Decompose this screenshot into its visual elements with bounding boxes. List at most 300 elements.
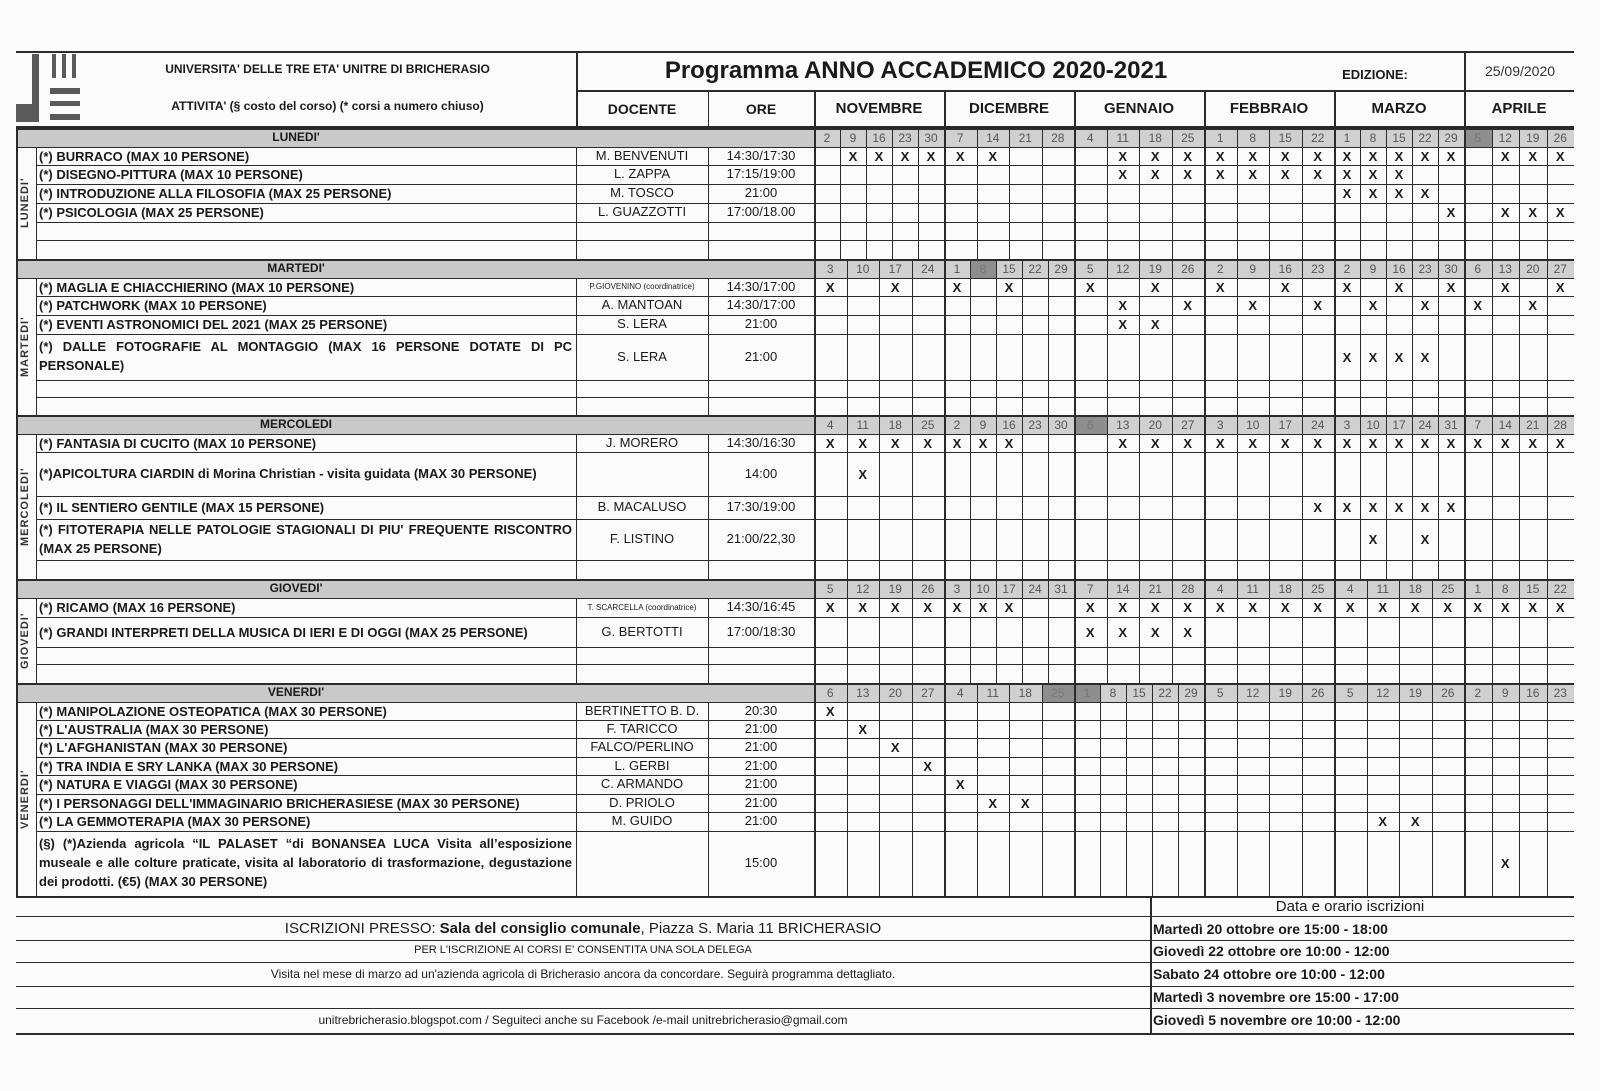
iscrizioni-place: Sala del consiglio comunale <box>439 919 641 937</box>
session-mark: X <box>1342 279 1352 295</box>
date-number: 18 <box>1139 128 1172 147</box>
grid-line-v <box>912 683 913 896</box>
grid-line-v <box>16 128 18 259</box>
grid-line-h <box>16 962 1574 963</box>
docente-name: M. BENVENUTI <box>595 147 689 163</box>
session-mark: X <box>1420 532 1430 547</box>
date-number: 10 <box>1360 415 1386 434</box>
ore-time: 17:00/18:30 <box>726 623 796 639</box>
date-number: 26 <box>1432 683 1465 702</box>
date-number: 16 <box>866 128 892 147</box>
session-mark: X <box>1446 148 1456 164</box>
session-mark: X <box>1394 500 1404 515</box>
session-mark: X <box>1368 148 1378 164</box>
session-mark: X <box>1280 279 1290 295</box>
session-mark: X <box>1368 186 1378 201</box>
date-number: 15 <box>1269 128 1302 147</box>
grid-line-v <box>576 51 578 126</box>
session-mark: X <box>1118 624 1128 640</box>
date-number: 6 <box>1074 415 1107 434</box>
grid-line-v <box>576 702 577 896</box>
grid-line-v <box>1269 579 1270 683</box>
grid-line-v <box>1178 683 1179 896</box>
grid-line-v <box>1048 415 1049 579</box>
grid-line-h <box>16 579 1574 581</box>
ore-time: 15:00 <box>744 855 778 871</box>
date-number: 2 <box>1334 259 1360 278</box>
date-number: 15 <box>996 259 1022 278</box>
session-mark: X <box>900 148 910 164</box>
activity-name: (*) EVENTI ASTRONOMICI DEL 2021 (MAX 25 PERSONE) <box>39 317 388 332</box>
docente-name <box>576 452 708 496</box>
date-number: 12 <box>1107 259 1140 278</box>
session-mark: X <box>1118 298 1128 313</box>
iscrizioni-label: ISCRIZIONI PRESSO: <box>284 919 436 937</box>
date-number: 7 <box>1464 415 1492 434</box>
grid-line-v <box>1048 579 1049 683</box>
registration-date: Martedì 20 ottobre ore 15:00 - 18:00 <box>1153 921 1388 937</box>
date-number: 5 <box>1334 683 1367 702</box>
date-number: 4 <box>814 415 847 434</box>
grid-line-v <box>1519 259 1520 415</box>
session-mark: X <box>890 740 900 755</box>
docente-name: BERTINETTO B. D. <box>584 702 700 718</box>
date-number: 18 <box>1009 683 1042 702</box>
session-mark: X <box>1555 279 1565 295</box>
date-number: 22 <box>1022 259 1048 278</box>
grid-line-h <box>16 683 1574 685</box>
day-name: LUNEDI' <box>272 129 320 144</box>
grid-line-h <box>36 664 1574 665</box>
date-number: 26 <box>1172 259 1205 278</box>
date-number: 6 <box>814 683 847 702</box>
activity-name: (*) INTRODUZIONE ALLA FILOSOFIA (MAX 25 PERSONE) <box>39 186 392 201</box>
grid-line-h <box>16 986 1574 987</box>
iscrizioni-line <box>16 916 1150 940</box>
activity-name: (*) IL SENTIERO GENTILE (MAX 15 PERSONE) <box>39 500 325 515</box>
session-mark: X <box>1248 298 1258 313</box>
month-header-aprile: APRILE <box>1491 100 1547 118</box>
session-mark: X <box>1420 148 1430 164</box>
session-mark: X <box>1368 500 1378 515</box>
docente-name: A. MANTOAN <box>601 297 683 313</box>
date-number: 12 <box>1367 683 1400 702</box>
session-mark: X <box>923 600 933 615</box>
date-number: 20 <box>1139 415 1172 434</box>
date-number: 8 <box>970 259 996 278</box>
date-number: 3 <box>1204 415 1237 434</box>
date-number: 30 <box>1048 415 1074 434</box>
session-mark: X <box>1410 600 1420 615</box>
session-mark: X <box>1150 317 1160 332</box>
grid-line-v <box>1074 90 1076 126</box>
session-mark: X <box>1555 435 1565 451</box>
grid-line-v <box>36 434 37 579</box>
grid-line-v <box>847 683 848 896</box>
grid-line-h <box>16 434 1574 435</box>
session-mark: X <box>1280 600 1290 615</box>
date-number: 23 <box>1412 259 1438 278</box>
grid-line-v <box>36 147 37 259</box>
grid-line-v <box>814 579 816 683</box>
docente-name: T. SCARCELLA (coordinatrice) <box>587 602 697 612</box>
date-number: 17 <box>1269 415 1302 434</box>
session-mark: X <box>988 795 998 811</box>
date-number: 11 <box>1107 128 1140 147</box>
day-name: MERCOLEDI <box>260 416 332 431</box>
date-number: 19 <box>1269 683 1302 702</box>
grid-line-v <box>814 259 816 415</box>
session-mark: X <box>1020 795 1030 811</box>
session-mark: X <box>890 279 900 295</box>
grid-line-v <box>814 683 816 896</box>
grid-line-h <box>1150 896 1574 898</box>
date-number: 12 <box>1237 683 1270 702</box>
date-number: 18 <box>1269 579 1302 598</box>
grid-line-v <box>1464 579 1466 683</box>
session-mark: X <box>858 466 868 482</box>
session-mark: X <box>1500 856 1510 871</box>
day-side-label: GIOVEDI' <box>19 612 31 669</box>
grid-line-v <box>879 683 880 896</box>
session-mark: X <box>1555 600 1565 615</box>
date-number: 15 <box>1519 579 1547 598</box>
grid-line-v <box>576 598 577 683</box>
grid-line-v <box>708 598 709 683</box>
session-mark: X <box>1313 167 1323 182</box>
grid-line-v <box>576 278 577 415</box>
session-mark: X <box>1446 435 1456 451</box>
activity-name: (*) RICAMO (MAX 16 PERSONE) <box>39 600 236 615</box>
session-mark: X <box>890 435 900 451</box>
session-mark: X <box>1150 435 1160 451</box>
session-mark: X <box>1378 600 1388 615</box>
date-number: 1 <box>1464 579 1492 598</box>
date-number: 14 <box>1107 579 1140 598</box>
month-header-novembre: NOVEMBRE <box>835 100 923 118</box>
date-number: 27 <box>912 683 945 702</box>
date-number: 27 <box>1172 415 1205 434</box>
grid-line-v <box>708 434 709 579</box>
session-mark: X <box>1500 205 1510 220</box>
ore-time: 17:00/18.00 <box>726 204 796 220</box>
date-number: 8 <box>1492 579 1520 598</box>
month-header-febbraio: FEBBRAIO <box>1229 100 1309 118</box>
registration-date: Giovedì 22 ottobre ore 10:00 - 12:00 <box>1153 943 1390 959</box>
docente-name: L. GERBI <box>614 757 670 773</box>
grid-line-v <box>1302 683 1303 896</box>
grid-line-v <box>1464 51 1466 90</box>
date-number: 16 <box>996 415 1022 434</box>
activity-name: (*) BURRACO (MAX 10 PERSONE) <box>39 148 250 164</box>
ore-time: 14:30/17:00 <box>726 297 796 313</box>
session-mark: X <box>1528 205 1538 220</box>
grid-line-h <box>16 702 1574 703</box>
activity-name: (*) MAGLIA E CHIACCHIERINO (MAX 10 PERSONE) <box>39 279 355 295</box>
session-mark: X <box>1342 186 1352 201</box>
session-mark: X <box>1183 298 1193 313</box>
grid-line-h <box>36 222 1574 223</box>
grid-line-v <box>1204 683 1206 896</box>
grid-line-v <box>1009 683 1010 896</box>
date-number: 27 <box>1547 259 1575 278</box>
activity-name: (*) I PERSONAGGI DELL'IMMAGINARIO BRICHERASIESE (MAX 30 PERSONE) <box>39 795 520 811</box>
date-number: 5 <box>814 579 847 598</box>
date-number: 8 <box>1360 128 1386 147</box>
grid-line-v <box>1152 683 1153 896</box>
date-number: 25 <box>1042 683 1075 702</box>
date-number: 13 <box>847 683 880 702</box>
session-mark: X <box>1085 600 1095 615</box>
date-number: 4 <box>1334 579 1367 598</box>
session-mark: X <box>955 777 965 792</box>
grid-line-v <box>1399 683 1400 896</box>
session-mark: X <box>978 435 988 451</box>
session-mark: X <box>1183 148 1193 164</box>
grid-line-v <box>16 579 18 683</box>
activity-name: (*) LA GEMMOTERAPIA (MAX 30 PERSONE) <box>39 814 311 829</box>
grid-line-v <box>1204 90 1206 126</box>
date-number: 3 <box>814 259 847 278</box>
activity-name: (*) TRA INDIA E SRY LANKA (MAX 30 PERSONE) <box>39 758 339 774</box>
docente-name: S. LERA <box>617 316 667 332</box>
date-number: 9 <box>840 128 866 147</box>
date-number: 15 <box>1386 128 1412 147</box>
date-number: 24 <box>1412 415 1438 434</box>
session-mark: X <box>1443 600 1453 615</box>
date-number: 25 <box>1432 579 1465 598</box>
docente-name: J. MORERO <box>605 434 679 450</box>
grid-line-v <box>847 259 848 415</box>
grid-line-v <box>944 90 946 126</box>
activity-name: (*) L'AFGHANISTAN (MAX 30 PERSONE) <box>39 740 288 755</box>
registration-date: Martedì 3 novembre ore 15:00 - 17:00 <box>1153 989 1399 1005</box>
day-name: MARTEDI' <box>267 260 325 275</box>
session-mark: X <box>1394 279 1404 295</box>
session-mark: X <box>1248 600 1258 615</box>
session-mark: X <box>1446 500 1456 515</box>
grid-line-v <box>814 90 816 126</box>
date-number: 31 <box>1438 415 1464 434</box>
docente-name: B. MACALUSO <box>597 499 687 515</box>
grid-line-v <box>1547 683 1548 896</box>
day-side-label: MARTEDI' <box>19 316 31 377</box>
ore-time: 20:30 <box>744 702 778 718</box>
date-number: 9 <box>1360 259 1386 278</box>
grid-line-v <box>16 415 18 579</box>
session-mark: X <box>1150 167 1160 182</box>
ore-time: 17:15/19:00 <box>726 166 796 182</box>
grid-line-v <box>1150 896 1152 1033</box>
grid-line-h <box>16 940 1574 941</box>
docente-name: M. TOSCO <box>610 185 674 201</box>
date-number: 25 <box>1172 128 1205 147</box>
date-number: 28 <box>1042 128 1075 147</box>
session-mark: X <box>1248 167 1258 182</box>
day-side-label: LUNEDI' <box>19 177 31 229</box>
session-mark: X <box>1555 205 1565 220</box>
date-number: 10 <box>847 259 880 278</box>
grid-line-v <box>1334 683 1336 896</box>
date-number: 19 <box>1139 259 1172 278</box>
session-mark: X <box>1342 500 1352 515</box>
date-number: 29 <box>1178 683 1204 702</box>
day-side-label: VENERDI' <box>19 769 31 829</box>
grid-line-h <box>16 916 1574 917</box>
date-number: 3 <box>944 579 970 598</box>
date-number: 19 <box>1519 128 1547 147</box>
page-title: Programma ANNO ACCADEMICO 2020-2021 <box>664 57 1168 85</box>
date-number: 25 <box>912 415 945 434</box>
date-number: 5 <box>1204 683 1237 702</box>
date-number: 12 <box>1492 128 1520 147</box>
activity-name: (§) (*)Azienda agricola “IL PALASET “di BONANSEA LUCA Visita all’esposizione museale e alle colture praticate, visita al laboratorio di trasformazione, degustazione dei prodotti. (€5) (MAX 30 PERSONE) <box>39 836 572 889</box>
session-mark: X <box>1342 148 1352 164</box>
docente-name: C. ARMANDO <box>600 776 684 792</box>
date-number: 10 <box>970 579 996 598</box>
date-number: 17 <box>996 579 1022 598</box>
grid-line-h <box>36 397 1574 398</box>
grid-line-v <box>1334 90 1336 126</box>
grid-line-h <box>16 1008 1574 1009</box>
contacts-line[interactable]: unitrebricherasio.blogspot.com / Seguiteci anche su Facebook /e-mail unitrebricherasio@gmail.com <box>318 1013 848 1027</box>
session-mark: X <box>825 703 835 719</box>
date-number: 28 <box>1172 579 1205 598</box>
session-mark: X <box>1313 500 1323 515</box>
grid-line-v <box>1432 579 1433 683</box>
session-mark: X <box>1420 435 1430 451</box>
grid-line-v <box>708 90 709 126</box>
session-mark: X <box>1150 279 1160 295</box>
ore-time: 21:00 <box>744 739 778 755</box>
ore-time: 21:00 <box>744 316 778 332</box>
session-mark: X <box>1118 600 1128 615</box>
session-mark: X <box>1118 435 1128 451</box>
session-mark: X <box>1500 279 1510 295</box>
grid-line-v <box>1547 579 1548 683</box>
activity-name: (*) MANIPOLAZIONE OSTEOPATICA (MAX 30 PERSONE) <box>39 703 387 719</box>
grid-line-v <box>970 579 971 683</box>
grid-line-v <box>1464 90 1466 126</box>
session-mark: X <box>1500 600 1510 615</box>
grid-line-v <box>1022 259 1023 415</box>
session-mark: X <box>858 600 868 615</box>
grid-line-v <box>1042 683 1043 896</box>
session-mark: X <box>1183 167 1193 182</box>
grid-line-h <box>16 147 1574 148</box>
date-number: 21 <box>1519 415 1547 434</box>
session-mark: X <box>1183 600 1193 615</box>
date-number: 20 <box>879 683 912 702</box>
session-mark: X <box>955 148 965 164</box>
session-mark: X <box>1313 435 1323 451</box>
docente-header: DOCENTE <box>607 100 677 117</box>
grid-line-v <box>1074 415 1076 579</box>
grid-line-h <box>16 51 1574 53</box>
session-mark: X <box>858 721 868 737</box>
session-mark: X <box>1085 624 1095 640</box>
date-number: 23 <box>1302 259 1335 278</box>
date-number: 3 <box>1334 415 1360 434</box>
grid-line-v <box>36 598 37 683</box>
session-mark: X <box>1420 500 1430 515</box>
grid-line-v <box>36 702 37 896</box>
ore-time: 14:30/17:00 <box>726 278 796 294</box>
date-number: 6 <box>1464 259 1492 278</box>
grid-line-v <box>16 259 18 415</box>
date-number: 2 <box>1204 259 1237 278</box>
grid-line-v <box>977 683 978 896</box>
grid-line-v <box>1464 683 1466 896</box>
grid-line-h <box>16 128 1574 130</box>
grid-line-v <box>1022 579 1023 683</box>
date-number: 2 <box>814 128 840 147</box>
grid-line-h <box>36 240 1574 241</box>
activity-name: (*) PATCHWORK (MAX 10 PERSONE) <box>39 298 267 313</box>
date-number: 19 <box>1399 683 1432 702</box>
session-mark: X <box>1150 600 1160 615</box>
docente-name: L. ZAPPA <box>613 166 671 182</box>
docente-name: F. LISTINO <box>609 531 675 547</box>
date-number: 14 <box>1492 415 1520 434</box>
ore-time: 21:00 <box>744 720 778 736</box>
grid-line-h <box>16 259 1574 261</box>
grid-line-v <box>1492 579 1493 683</box>
date-number: 7 <box>1074 579 1107 598</box>
unitre-logo <box>16 52 82 122</box>
grid-line-v <box>1204 579 1206 683</box>
session-mark: X <box>1004 279 1014 295</box>
session-mark: X <box>1313 148 1323 164</box>
session-mark: X <box>1394 167 1404 182</box>
date-number: 26 <box>912 579 945 598</box>
date-number: 11 <box>847 415 880 434</box>
date-number: 23 <box>1547 683 1575 702</box>
docente-name: P.GIOVENINO (coordinatrice) <box>589 282 695 292</box>
grid-line-v <box>879 579 880 683</box>
session-mark: X <box>1215 435 1225 451</box>
registration-date: Giovedì 5 novembre ore 10:00 - 12:00 <box>1153 1012 1401 1028</box>
registration-date: Sabato 24 ottobre ore 10:00 - 12:00 <box>1153 966 1385 982</box>
session-mark: X <box>1004 600 1014 615</box>
date-number: 22 <box>1302 128 1335 147</box>
session-mark: X <box>874 148 884 164</box>
session-mark: X <box>1150 624 1160 640</box>
session-mark: X <box>1473 298 1483 313</box>
date-number: 26 <box>1302 683 1335 702</box>
activity-name: (*) DISEGNO-PITTURA (MAX 10 PERSONE) <box>39 167 303 182</box>
date-number: 9 <box>1237 259 1270 278</box>
session-mark: X <box>825 279 835 295</box>
session-mark: X <box>890 600 900 615</box>
session-mark: X <box>1280 167 1290 182</box>
grid-line-v <box>944 579 946 683</box>
date-number: 9 <box>970 415 996 434</box>
grid-line-v <box>1048 259 1049 415</box>
session-mark: X <box>1248 435 1258 451</box>
session-mark: X <box>1183 435 1193 451</box>
ore-time: 21:00 <box>744 185 778 201</box>
grid-line-v <box>576 434 577 579</box>
date-number: 13 <box>1107 415 1140 434</box>
date-number: 5 <box>1074 259 1107 278</box>
session-mark: X <box>1394 148 1404 164</box>
session-mark: X <box>825 600 835 615</box>
date-number: 8 <box>1237 128 1270 147</box>
session-mark: X <box>952 600 962 615</box>
ore-time: 17:30/19:00 <box>726 499 796 515</box>
edition-date: 25/09/2020 <box>1484 62 1556 79</box>
